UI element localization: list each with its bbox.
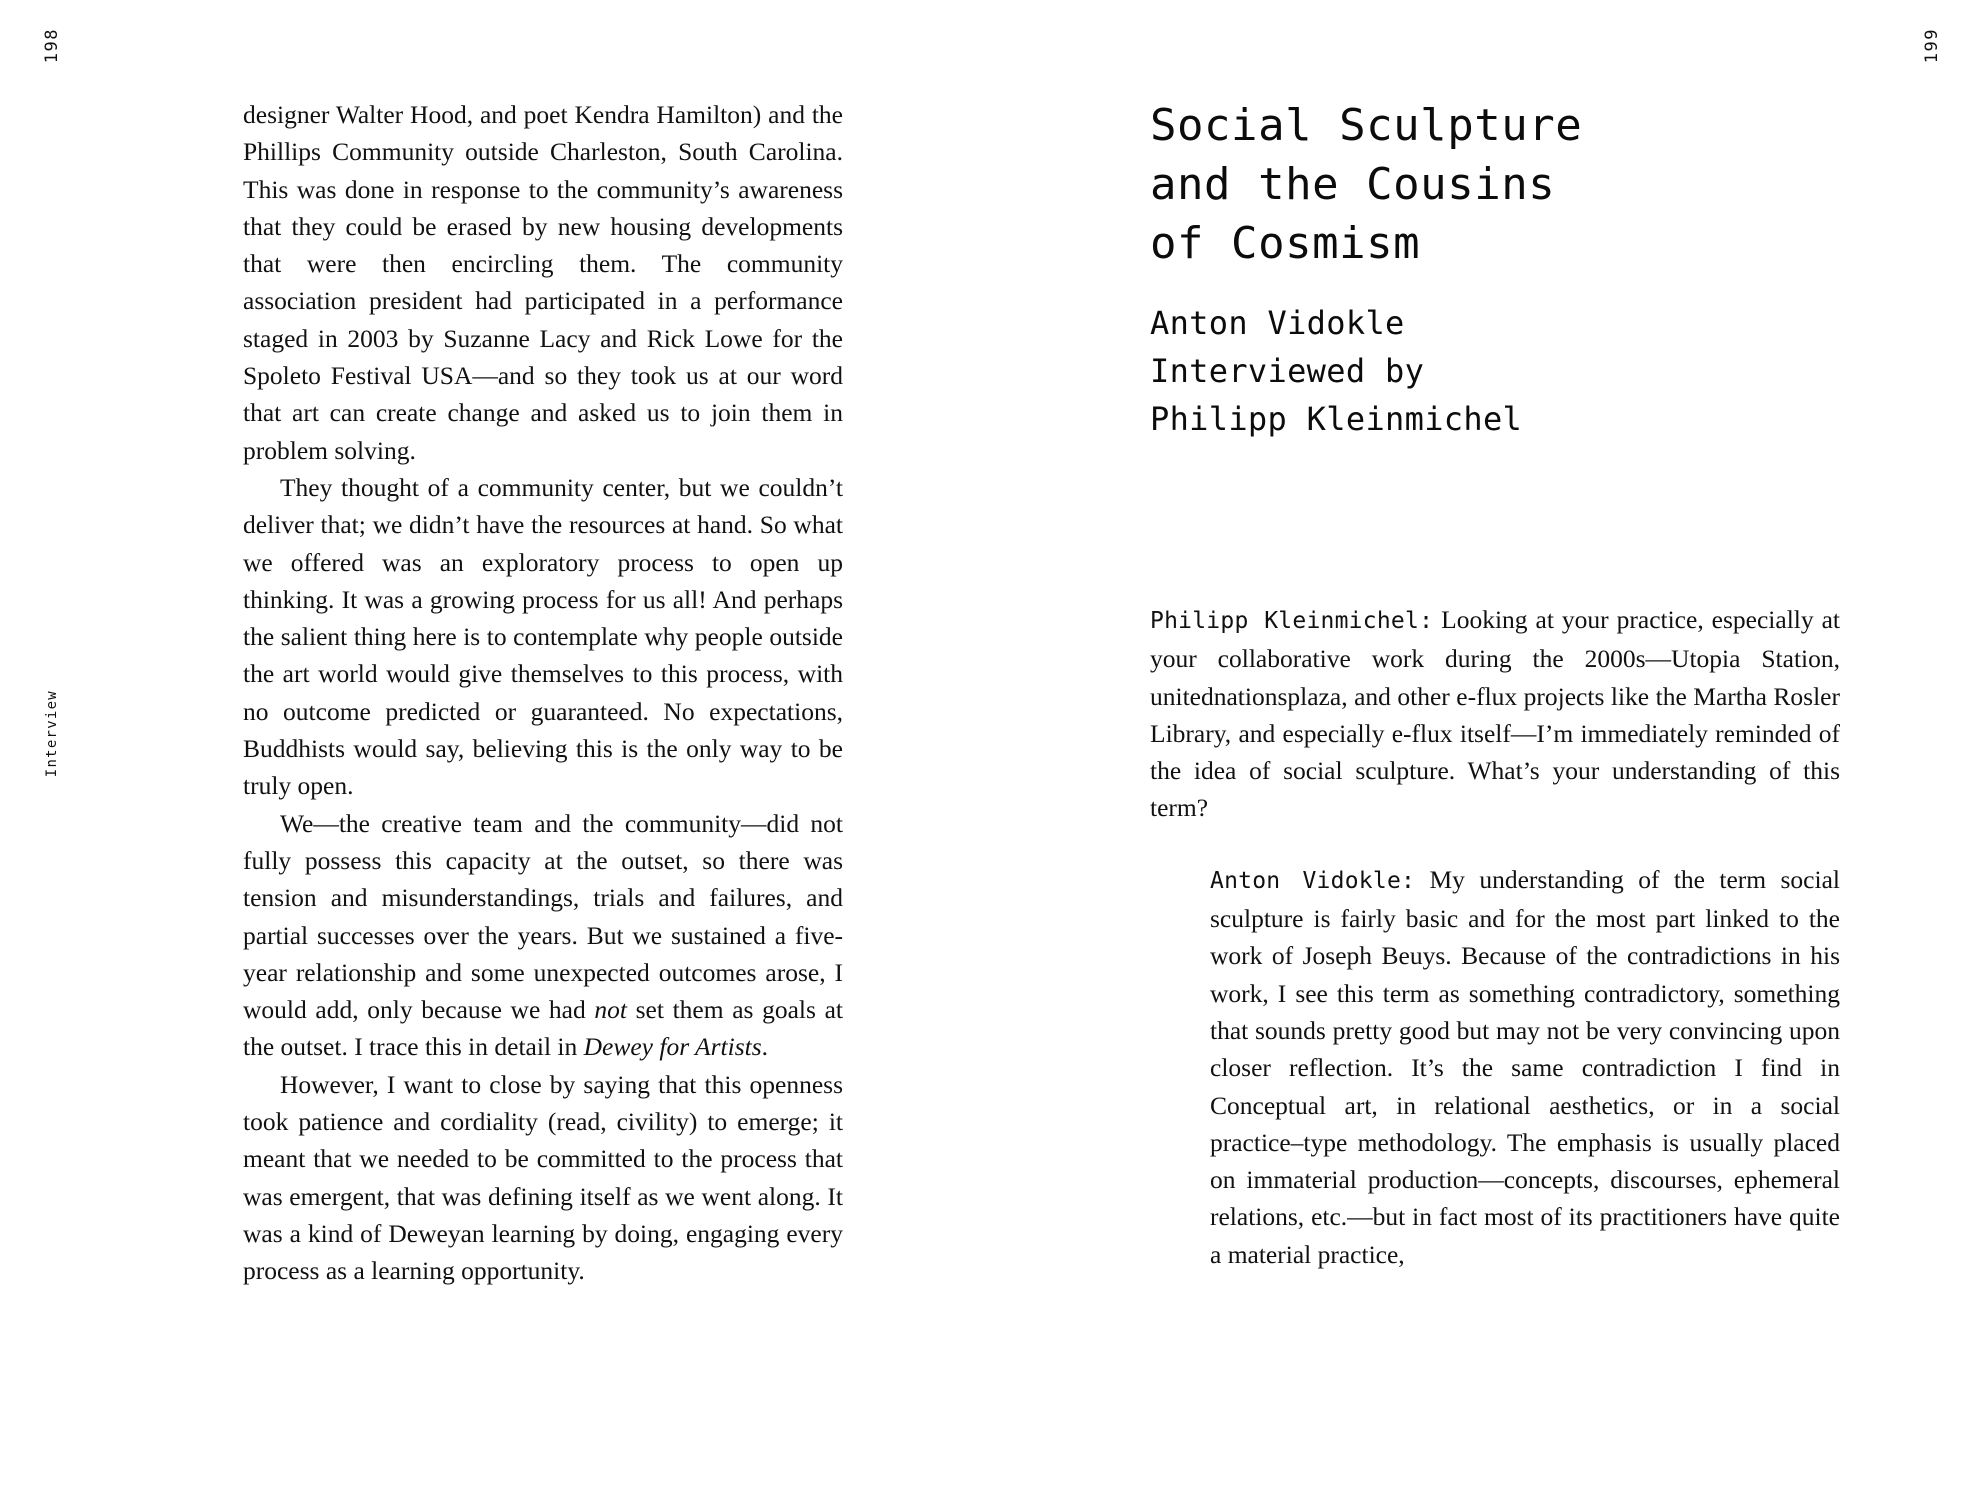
byline-line: Interviewed by [1150,352,1425,390]
chapter-title [1150,96,1840,273]
page-number-left: 198 [42,28,62,64]
running-head-left: Interview [44,690,60,778]
speaker-name-interviewee: Anton Vidokle: [1210,867,1416,894]
italic-emphasis: not [594,995,627,1025]
speaker-name-interviewer: Philipp Kleinmichel: [1150,608,1434,634]
paragraph-text: set them as goals at the outset. I trace this in detail in [243,995,843,1062]
paragraph [243,805,843,1066]
paragraph-text: . [761,1032,769,1062]
interview-answer [1210,861,1840,1273]
right-page-text-column [1150,96,1840,1273]
page-number-right: 199 [1922,28,1942,64]
chapter-title-line: Social Sculpture [1150,100,1583,151]
paragraph: designer Walter Hood, and poet Kendra Hamilton) and the Phillips Community outside Charleston, South Carolina. This was done in response to the community’s awareness that they could be erased by new housing developments that were then encircling them. The community association president had participated in a performance staged in 2003 by Suzanne Lacy and Rick Lowe for the Spoleto Festival USA—and so they took us at our word that art can create change and asked us to join them in problem solving. [243,100,843,465]
book-title-italic: Dewey for Artists [583,1032,762,1062]
left-page-text-column [243,96,843,1290]
paragraph: They thought of a community center, but we couldn’t deliver that; we didn’t have the resources at hand. So what we offered was an exploratory process to open up thinking. It was a growing process for us all! And perhaps the salient thing here is to contemplate why people outside the art world would give themselves to this process, with no outcome predicted or guaranteed. No expectations, Buddhists would say, believing this is the only way to be truly open. [243,472,843,801]
byline-line: Philipp Kleinmichel [1150,400,1523,438]
interview-body [1150,601,1840,1273]
chapter-title-line: of Cosmism [1150,218,1421,269]
answer-text: My understanding of the term social sculpture is fairly basic and for the most part linked to the work of Joseph Beuys. Because of the contradictions in his work, I see this term as something contradictory, something that sounds pretty good but may not be very convincing upon closer reflection. It’s the same contradiction I find in Conceptual art, in relational aesthetics, or in a social practice–type methodology. The emphasis is usually placed on immaterial production—concepts, discourses, ephemeral relations, etc.—but in fact most of its practitioners have quite a material practice, [1210,864,1840,1269]
paragraph-text: We—the creative team and the community—did not fully possess this capacity at the outset, so there was tension and misunderstandings, trials and failures, and partial successes over the years. But we sustained a five-year relationship and some unexpected outcomes arose, I would add, only because we had [243,808,843,1025]
interview-question [1150,601,1840,827]
chapter-title-line: and the Cousins [1150,159,1556,210]
byline-line: Anton Vidokle [1150,304,1405,342]
paragraph: However, I want to close by saying that this openness took patience and cordiality (read, civility) to emerge; it meant that we needed to be committed to the process that was emergent, that was defining itself as we went along. It was a kind of Deweyan learning by doing, engaging every process as a learning opportunity. [243,1069,843,1286]
chapter-byline [1150,299,1840,443]
question-text: Looking at your practice, especially at your collaborative work during the 2000s—Utopia Station, unitednationsplaza, and other e-flux projects like the Martha Rosler Library, and especially e-flux itself—I’m immediately reminded of the idea of social sculpture. What’s your understanding of this term? [1150,605,1841,823]
